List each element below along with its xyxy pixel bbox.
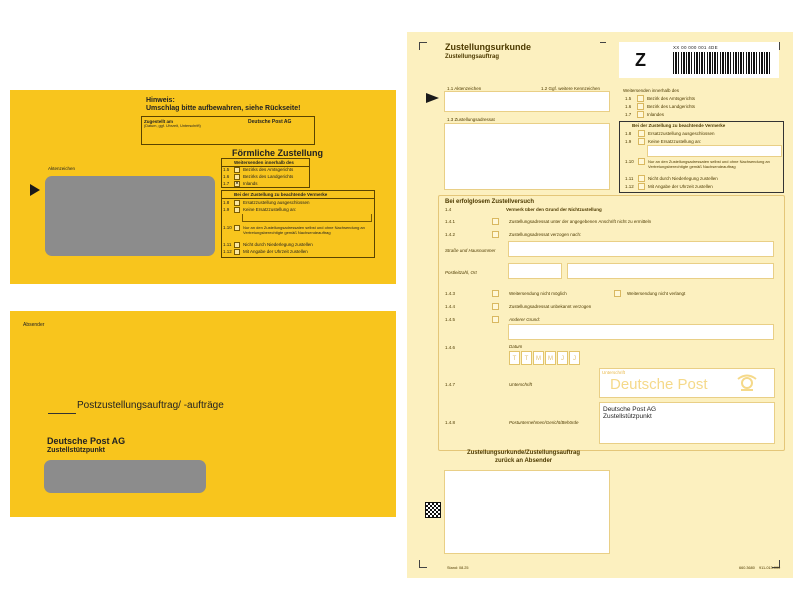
checkbox-ersatz-ausgeschlossen[interactable] [234,200,240,206]
item-num: 1.7 [223,181,230,186]
date-digit: J [569,351,580,365]
deutsche-post-label: Deutsche Post AG [248,119,292,125]
item-num: 1.8 [625,131,632,136]
date-digit: T [521,351,532,365]
date-digit: M [545,351,556,365]
form-code: 911-013-000 [759,566,781,570]
zugestellt-box [141,116,315,145]
checkbox-keine-ersatz[interactable] [638,138,645,145]
item-label: Mit Angabe der Uhrzeit zustellen [648,184,713,189]
item-num: 1.12 [625,184,634,189]
auftrag-label: Postzustellungsauftrag/ -aufträge [77,400,224,411]
corner-mark [419,560,427,568]
item-num: 1.11 [223,242,232,247]
erfolglos-title: Bei erfolglosem Zustellversuch [445,199,535,205]
barcode-number: XX 00 000 001 4DE [673,45,718,50]
item-label: Inlands [243,181,258,186]
item-num: 1.4.1 [445,219,456,224]
item-num: 1.4.6 [445,345,456,350]
address-window [45,176,215,256]
zustellungsadressat-label: 1.3 Zustellungsadressat [447,117,495,122]
weitersenden-header: Weitersenden innerhalb des [234,160,294,165]
item-label: Bezirk des Amtsgerichts [647,96,696,101]
postunternehmen-label: Postunternehmen/Gericht/Behörde [509,420,579,425]
checkbox-weitersendung-nicht-verlangt[interactable] [614,290,621,297]
item-label: Zustellungsadressat verzogen nach: [509,232,582,237]
item-num: 1.4.4 [445,304,456,309]
absender-label: Absender [23,322,45,328]
form-subtitle: Zustellungsauftrag [445,54,500,60]
item-num: 1.4.2 [445,232,456,237]
checkbox-nicht-niederlegung[interactable] [234,242,240,248]
aktenzeichen-field[interactable] [444,91,610,112]
item-num: 1.4.5 [445,317,456,322]
envelope-front [10,90,396,284]
strasse-field[interactable] [508,241,774,257]
item-label: Weitersendung nicht möglich [509,291,567,296]
item-num: 1.4.7 [445,382,456,387]
zustellungsadressat-field[interactable] [444,123,610,190]
date-digit: T [509,351,520,365]
form-code: 660.3680 [739,566,755,570]
item-label: Keine Ersatzzustellung an: [648,139,702,144]
form-title: Zustellungsurkunde [445,42,532,52]
keine-ersatz-field[interactable] [647,145,782,157]
item-num: 1.9 [625,139,632,144]
vermerke-header: Bei der Zustellung zu beachtende Vermerke [632,123,726,128]
datum-label: Datum [509,344,523,349]
checkbox-nur-adressat[interactable] [638,158,645,165]
item-label: Mit Angabe der Uhrzeit zustellen [243,249,308,254]
item-num: 1.12 [223,249,232,254]
unterschrift-small: Unterschrift [602,370,626,375]
postunternehmen-value: Zustellstützpunkt [603,413,652,420]
checkbox-landgericht[interactable] [234,174,240,180]
date-digit: J [557,351,568,365]
date-digit: M [533,351,544,365]
item-num: 1.4.3 [445,291,456,296]
post-horn-icon [736,374,758,394]
z-letter: Z [635,50,646,70]
foermliche-title: Förmliche Zustellung [232,148,324,158]
item-label: Anderer Grund: [509,317,541,322]
weitersenden-box [619,82,784,122]
checkbox-amtsgericht[interactable] [234,167,240,173]
keine-ersatz-field[interactable] [242,214,372,222]
item-label: Nur an den Zustellungsadressaten selbst und ohne Nachsendung an Vertretungsberechtigte gemäß Nachsendeauftrag [648,159,770,169]
item-label: Zustellungsadressat unter der angegebenen Anschrift nicht zu ermitteln [509,219,652,224]
rueck-line2: zurück an Absender [495,458,553,464]
corner-mark [600,42,606,50]
item-num: 1.10 [223,225,232,230]
corner-mark [419,42,427,50]
erfolglos-section [438,195,785,451]
vermerke-box [221,190,375,258]
item-label: Ersatzzustellung ausgeschlossen [243,200,310,205]
vermerke-box [619,121,784,193]
ort-field[interactable] [567,263,774,279]
item-label: Zustellungsadressat unbekannt verzogen [509,304,592,309]
item-num: 1.11 [625,176,634,181]
weitersenden-box [221,158,310,188]
anderer-grund-field[interactable] [508,324,774,340]
item-num: 1.5 [625,96,632,101]
checkbox-nicht-niederlegung[interactable] [638,175,645,182]
company-subline: Zustellstützpunkt [47,447,105,454]
kennzeichen-label: 1.2 Ggf. weitere Kennzeichen [541,86,601,91]
item-label: Bezirk des Landgerichts [647,104,696,109]
item-label: Weitersendung nicht verlangt [627,291,686,296]
qr-code-icon [425,502,441,518]
item-label: Keine Ersatzzustellung an: [243,207,297,212]
barcode-icon [673,52,771,74]
checkbox-uhrzeit[interactable] [234,249,240,255]
postunternehmen-field[interactable] [599,402,775,444]
checkbox-keine-ersatz[interactable] [234,207,240,213]
zugestellt-label: Zugestellt am [144,119,174,124]
hinweis-title: Hinweis: [146,97,175,104]
plz-label: Postleitzahl, Ort [445,270,477,275]
checkbox-nur-adressat[interactable] [234,225,240,231]
item-num: 1.7 [625,112,632,117]
item-label: Nicht durch Niederlegung zustellen [243,242,313,247]
item-num: 1.10 [625,159,634,164]
divider [222,198,374,199]
rueck-line1: Zustellungsurkunde/Zustellungsauftrag [467,450,581,456]
item-num: 1.4.8 [445,420,456,425]
item-label: Nur an den Zustellungsadressaten selbst und ohne Nachsendung an Vertretungsberechtigte gemäß Nachsendeauftrag [243,225,365,235]
item-label: Ersatzzustellung ausgeschlossen [648,131,715,136]
item-label: Nicht durch Niederlegung zustellen [648,176,718,181]
vermerke-header: Bei der Zustellung zu beachtende Vermerke [234,192,328,197]
item-num: 1.9 [223,207,230,212]
item-num: 1.6 [625,104,632,109]
item-num: 1.5 [223,167,230,172]
zustellungsurkunde-form [407,32,793,578]
checkbox-anderer-grund[interactable] [492,316,499,323]
item-label: Bezirks des Amtsgerichts [243,167,294,172]
hinweis-text: Umschlag bitte aufbewahren, siehe Rückseite! [146,105,301,112]
address-window [44,460,206,493]
stand-label: Stand: 08.25 [447,566,469,570]
barcode-label [619,42,779,78]
arrow-marker-icon [30,184,40,196]
checkbox-inlandes[interactable] [637,111,644,118]
strasse-label: Straße und Hausnummer [445,248,496,253]
item-num: 1.8 [223,200,230,205]
company-name: Deutsche Post AG [47,436,126,446]
date-field[interactable] [509,351,589,365]
checkbox-inlands[interactable]: × [235,181,239,187]
aktenzeichen-label: Aktenzeichen [48,166,76,171]
grund-label: Vermerk über den Grund der Nichtzustellung [506,207,602,212]
underline [48,413,76,414]
plz-field[interactable] [508,263,562,279]
unterschrift-field[interactable] [599,368,775,398]
checkbox-landgericht[interactable] [637,103,644,110]
checkbox-verzogen[interactable] [492,231,499,238]
postunternehmen-value: Deutsche Post AG [603,406,657,413]
envelope-back [10,311,396,517]
unterschrift-label: Unterschrift [509,382,533,387]
item-label: Inlandes [647,112,665,117]
arrow-marker-icon [426,93,439,103]
checkbox-unbekannt-verzogen[interactable] [492,303,499,310]
checkbox-uhrzeit[interactable] [638,183,645,190]
aktenzeichen-label: 1.1 Aktenzeichen [447,86,482,91]
checkbox-ersatz-ausgeschlossen[interactable] [638,130,645,137]
checkbox-nicht-ermitteln[interactable] [492,218,499,225]
absender-field[interactable] [444,470,610,554]
zugestellt-sub: (Datum, ggf. Uhrzeit, Unterschrift) [144,124,201,128]
weitersenden-header: Weitersenden innerhalb des [623,88,679,93]
checkbox-amtsgericht[interactable] [637,95,644,102]
item-num: 1.4 [445,207,452,212]
checkbox-weitersendung-nicht-moeglich[interactable] [492,290,499,297]
item-label: Bezirks des Landgerichts [243,174,294,179]
item-num: 1.6 [223,174,230,179]
dp-logo-text: Deutsche Post [610,376,708,393]
